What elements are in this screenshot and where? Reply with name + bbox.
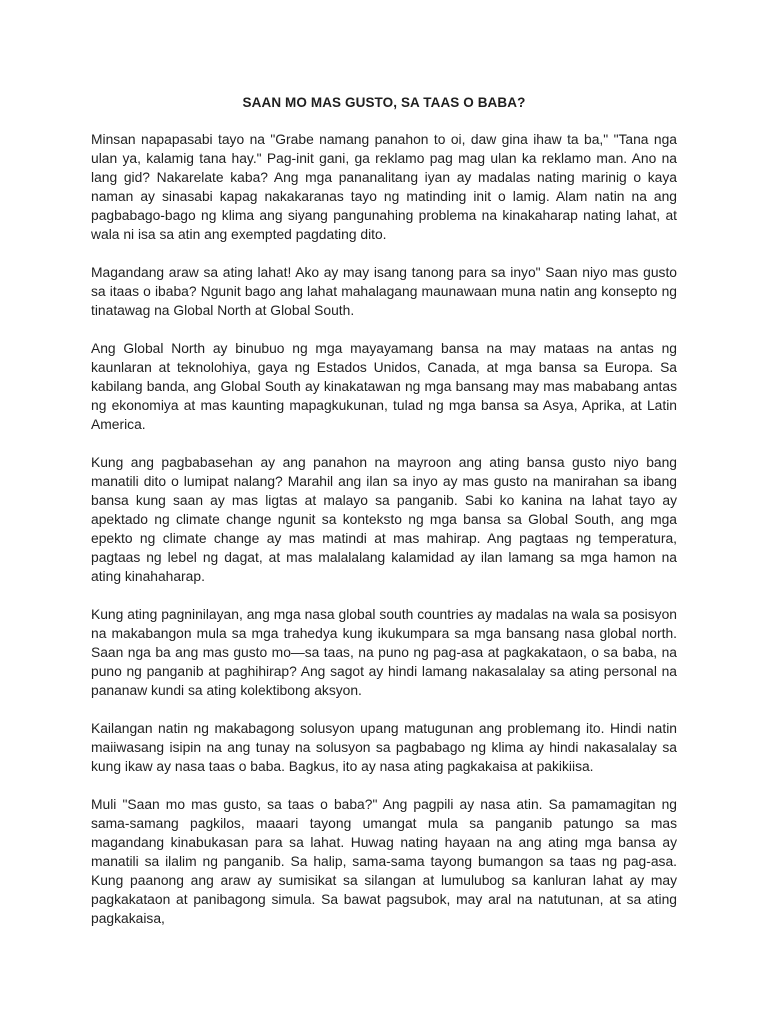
document-title: SAAN MO MAS GUSTO, SA TAAS O BABA? <box>242 95 526 110</box>
paragraph-6: Kailangan natin ng makabagong solusyon upang matugunan ang problemang ito. Hindi natin maiiwasang isipin na ang tunay na solusyon sa pagbabago ng klima ay hindi nakasalalay sa kung ikaw ay nasa taas o baba. Bagkus, ito ay nasa ating pagkakaisa at pakikiisa. <box>91 720 677 774</box>
paragraph-7: Muli "Saan mo mas gusto, sa taas o baba?" Ang pagpili ay nasa atin. Sa pamamagitan ng sama-samang pagkilos, maaari tayong umangat mula sa panganib patungo sa mas magandang kinabukasan para sa lahat. Huwag nating hayaan na ang ating mga bansa ay manatili sa ilalim ng panganib. Sa halip, sama-sama tayong bumangon sa taas ng pag-asa. Kung paanong ang araw ay sumisikat sa silangan at lumulubog sa kanluran lahat ay may pagkakataon at panibagong simula. Sa bawat pagsubok, may aral na natutunan, at sa ating pagkakaisa, <box>91 796 677 926</box>
paragraph-4: Kung ang pagbabasehan ay ang panahon na mayroon ang ating bansa gusto niyo bang manatili dito o lumipat nalang? Marahil ang ilan sa inyo ay mas gusto na manirahan sa ibang bansa kung saan ay mas ligtas at malayo sa panganib. Sabi ko kanina na lahat tayo ay apektado ng climate change ngunit sa konteksto ng mga bansa sa Global South, ang mga epekto ng climate change ay mas matindi at mas mahirap. Ang pagtaas ng temperatura, pagtaas ng lebel ng dagat, at mas malalalang kalamidad ay ilan lamang sa mga hamon na ating kinahaharap. <box>91 454 677 584</box>
paragraph-5: Kung ating pagninilayan, ang mga nasa global south countries ay madalas na wala sa posisyon na makabangon mula sa mga trahedya kung ikukumpara sa mga bansang nasa global north. Saan nga ba ang mas gusto mo—sa taas, na puno ng pag-asa at pagkakataon, o sa baba, na puno ng panganib at paghihirap? Ang sagot ay hindi lamang nakasalalay sa ating personal na pananaw kundi sa ating kolektibong aksyon. <box>91 606 677 698</box>
document-body <box>91 93 677 928</box>
paragraph-1: Minsan napapasabi tayo na "Grabe namang panahon to oi, daw gina ihaw ta ba," "Tana nga ulan ya, kalamig tana hay." Pag-init gani, ga reklamo pag mag ulan ka reklamo man. Ano na lang gid? Nakarelate kaba? Ang mga pananalitang iyan ay madalas nating marinig o kaya naman ay sinasabi kapag nakakaranas tayo ng matinding init o lamig. Alam natin na ang pagbabago-bago ng klima ang siyang pangunahing problema na kinakaharap nating lahat, at wala ni isa sa atin ang exempted pagdating dito. <box>91 131 677 242</box>
paragraph-3: Ang Global North ay binubuo ng mga mayayamang bansa na may mataas na antas ng kaunlaran at teknolohiya, gaya ng Estados Unidos, Canada, at mga bansa sa Europa. Sa kabilang banda, ang Global South ay kinakatawan ng mga bansang may mas mababang antas ng ekonomiya at mas kaunting mapagkukunan, tulad ng mga bansa sa Asya, Aprika, at Latin America. <box>91 340 677 432</box>
paragraph-2: Magandang araw sa ating lahat! Ako ay may isang tanong para sa inyo" Saan niyo mas gusto sa itaas o ibaba? Ngunit bago ang lahat mahalagang maunawaan muna natin ang konsepto ng tinatawag na Global North at Global South. <box>91 264 677 318</box>
